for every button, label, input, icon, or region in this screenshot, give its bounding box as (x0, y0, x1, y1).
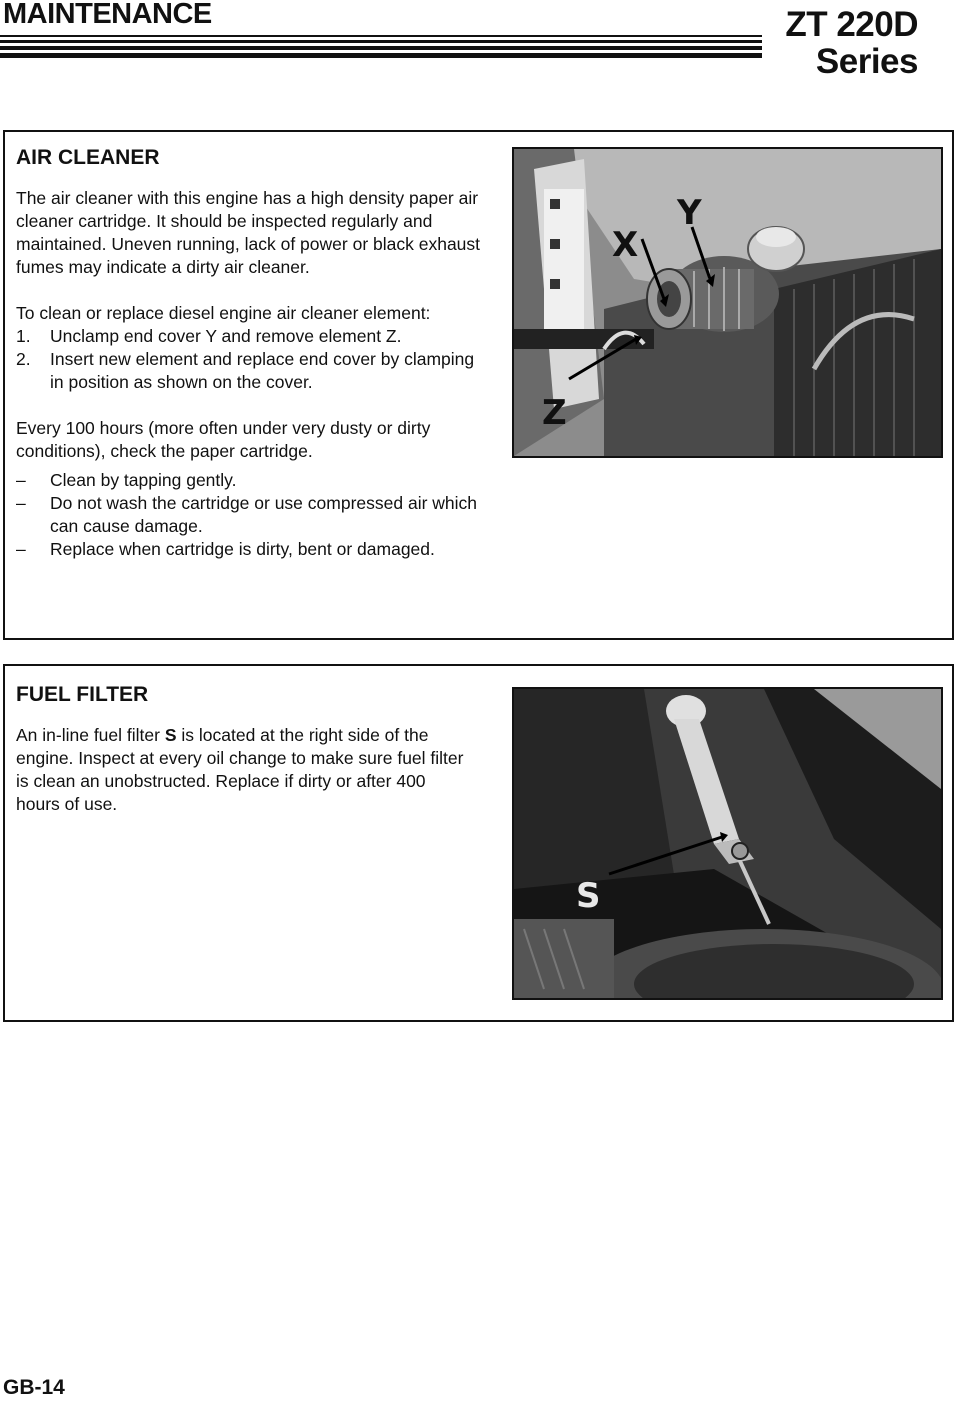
steps-intro: To clean or replace diesel engine air cleaner element: (16, 303, 431, 323)
air-cleaner-heading: AIR CLEANER (16, 146, 160, 169)
label-y: Y (677, 193, 702, 233)
bullet-item (16, 538, 486, 561)
bullet-dash: – (16, 470, 26, 490)
header-rules (0, 35, 762, 61)
label-x: X (612, 225, 639, 265)
label-z: Z (542, 393, 567, 433)
page-number: GB-14 (3, 1376, 65, 1399)
model-line-2: Series (815, 42, 918, 81)
air-cleaner-photo (512, 147, 943, 458)
step-item (16, 325, 486, 348)
fuel-filter-text-post: is located at the right side of the engine. Inspect at every oil change to make sure fuel filter is clean an unobstructed. Replace if dirty or after 400 hours of use. (16, 725, 464, 814)
fuel-filter-photo (512, 687, 943, 1000)
fuel-filter-paragraph (16, 724, 471, 816)
bullet-text: Do not wash the cartridge or use compressed air which can cause damage. (50, 493, 478, 536)
model-line-1: ZT 220D (785, 5, 918, 44)
label-s: S (576, 876, 601, 916)
step-text: Unclamp end cover Y and remove element Z. (50, 326, 402, 346)
section-title: MAINTENANCE (3, 0, 212, 30)
model-name (698, 6, 918, 80)
service-interval: Every 100 hours (more often under very dusty or dirty conditions), check the paper cartridge. (16, 418, 431, 461)
fuel-filter-heading: FUEL FILTER (16, 683, 149, 706)
fuel-filter-text (16, 724, 471, 816)
step-number: 2. (16, 349, 31, 369)
bullet-text: Replace when cartridge is dirty, bent or damaged. (50, 539, 435, 559)
step-text: Insert new element and replace end cover by clamping in position as shown on the cover. (50, 349, 475, 392)
bullet-item (16, 492, 486, 538)
air-cleaner-text (16, 187, 486, 561)
bullet-dash: – (16, 493, 26, 513)
step-item (16, 348, 486, 394)
bullet-text: Clean by tapping gently. (50, 470, 237, 490)
fuel-filter-text-pre: An in-line fuel filter (16, 725, 165, 745)
fuel-filter-section (3, 664, 954, 1022)
air-cleaner-intro: The air cleaner with this engine has a high density paper air cleaner cartridge. It should be inspected regularly and maintained. Uneven running, lack of power or black exhaust fumes may indicate a dirty air cleaner. (16, 188, 481, 277)
fuel-filter-label-ref: S (164, 725, 177, 745)
step-number: 1. (16, 326, 31, 346)
bullet-dash: – (16, 539, 26, 559)
air-cleaner-section (3, 130, 954, 640)
bullet-item (16, 469, 486, 492)
